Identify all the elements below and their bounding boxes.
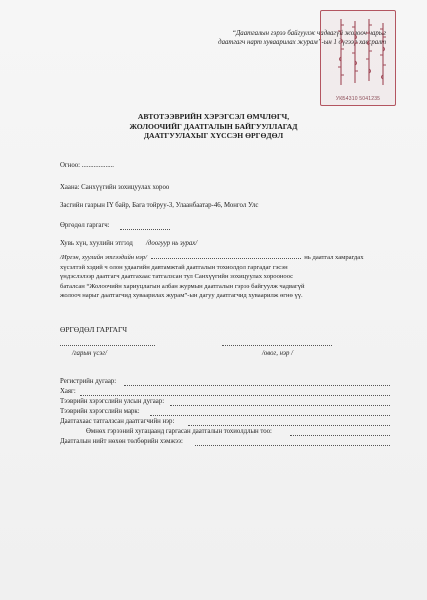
claims-count-label: Өмнөх гэрээний хугацаанд гаргасан даатгалын тохиолдлын тоо: bbox=[86, 428, 272, 435]
paragraph-line-1 bbox=[60, 253, 388, 263]
mongolian-script-icon bbox=[365, 19, 373, 85]
mongolian-script-icon bbox=[379, 19, 387, 85]
vehicle-plate-fill-line[interactable] bbox=[170, 405, 390, 406]
paragraph-line-2: хүсэлтэй хэдий ч олон удаагийн давтамжтай даатгалын тохиолдол гаргадаг гэсэн bbox=[60, 263, 288, 271]
title-line-1: АВТОТЭЭВРИЙН ХЭРЭГСЭЛ ӨМЧЛӨГЧ, bbox=[137, 112, 290, 121]
register-number-label: Регистрийн дугаар: bbox=[60, 378, 117, 385]
registration-stamp bbox=[320, 10, 396, 106]
entity-name-hint: /Иргэн, хуулийн этгээдийн нэр/ bbox=[60, 254, 147, 261]
register-number-fill-line[interactable] bbox=[124, 385, 390, 386]
total-loss-label: Даатгалын нийт нөхөн төлбөрийн хэмжээ: bbox=[60, 438, 183, 445]
address-fill-line[interactable] bbox=[80, 395, 390, 396]
vehicle-plate-label: Тээврийн хэрэгслийн улсын дугаар: bbox=[60, 398, 165, 405]
paragraph-line-3: үндэслэлээр даатгагч даатгахаас татгалзсан тул Санхүүгийн зохицуулах хорооноос bbox=[60, 273, 294, 280]
refused-insurer-label: Даатгахаас татгалзсан даатгагчийн нэр: bbox=[60, 418, 175, 425]
person-type-hint: /доогуур нь зурах/ bbox=[146, 240, 198, 247]
date-label: Огноо: ................... bbox=[60, 162, 115, 169]
signature-heading: ӨРГӨДӨЛ ГАРГАГЧ bbox=[60, 325, 128, 334]
entity-name-fill-line[interactable] bbox=[151, 258, 301, 259]
person-type-label: Хувь хүн, хуулийн этгээд bbox=[60, 240, 133, 247]
applicant-fill-line[interactable] bbox=[120, 229, 170, 230]
title-line-2: ЖОЛООЧИЙГ ДААТГАЛЫН БАЙГУУЛЛАГАД bbox=[129, 121, 298, 131]
name-hint: /овог, нэр / bbox=[262, 350, 293, 357]
recipient-address: Засгийн газрын IY байр, Бага тойруу-3, Улаанбаатар-46, Монгол Улс bbox=[60, 202, 259, 209]
applicant-label: Өргөдөл гаргагч: bbox=[60, 222, 110, 229]
annex-note-line-1: “Даатгалын гэрээ байгуулж чадвагүй жолооч нарыг bbox=[232, 30, 386, 37]
paragraph-line-5: жолооч нарыг даатгагчид хуваарилах журам”-ын дагуу даатгагчид хуваарилж өгнө үү. bbox=[60, 292, 303, 299]
refused-insurer-fill-line[interactable] bbox=[188, 425, 390, 426]
mongolian-script-icon bbox=[337, 19, 345, 85]
request-paragraph bbox=[60, 253, 388, 301]
name-fill-line[interactable] bbox=[222, 345, 332, 346]
vehicle-brand-fill-line[interactable] bbox=[150, 415, 390, 416]
recipient-label: Хаана: Санхүүгийн зохицуулах хороо bbox=[60, 184, 170, 191]
claims-count-fill-line[interactable] bbox=[290, 435, 390, 436]
title-line-3: ДААТГУУЛАХЫГ ХҮССЭН ӨРГӨДӨЛ bbox=[143, 131, 284, 140]
signature-fill-line[interactable] bbox=[60, 345, 155, 346]
document-title bbox=[0, 112, 427, 141]
total-loss-fill-line[interactable] bbox=[195, 445, 390, 446]
annex-note-line-2: даатгагч нарт хуваарилах журам”-ын 1 дүгээр хавсралт bbox=[218, 39, 386, 46]
paragraph-line-4: баталсан “Жолоочийн хариуцлагын албан журмын даатгалын гэрээ байгуулж чадвагүй bbox=[60, 282, 305, 290]
signature-hint: /гарын үсэг/ bbox=[72, 350, 107, 357]
vehicle-brand-label: Тээврийн хэрэгслийн марк: bbox=[60, 408, 140, 415]
paragraph-line-1-tail: нь даатгал хамрагдах bbox=[304, 254, 364, 261]
address-label: Хаяг: bbox=[60, 388, 76, 395]
mongolian-script-icon bbox=[351, 19, 359, 85]
stamp-serial: УКБ4310 5041235 bbox=[335, 96, 381, 102]
